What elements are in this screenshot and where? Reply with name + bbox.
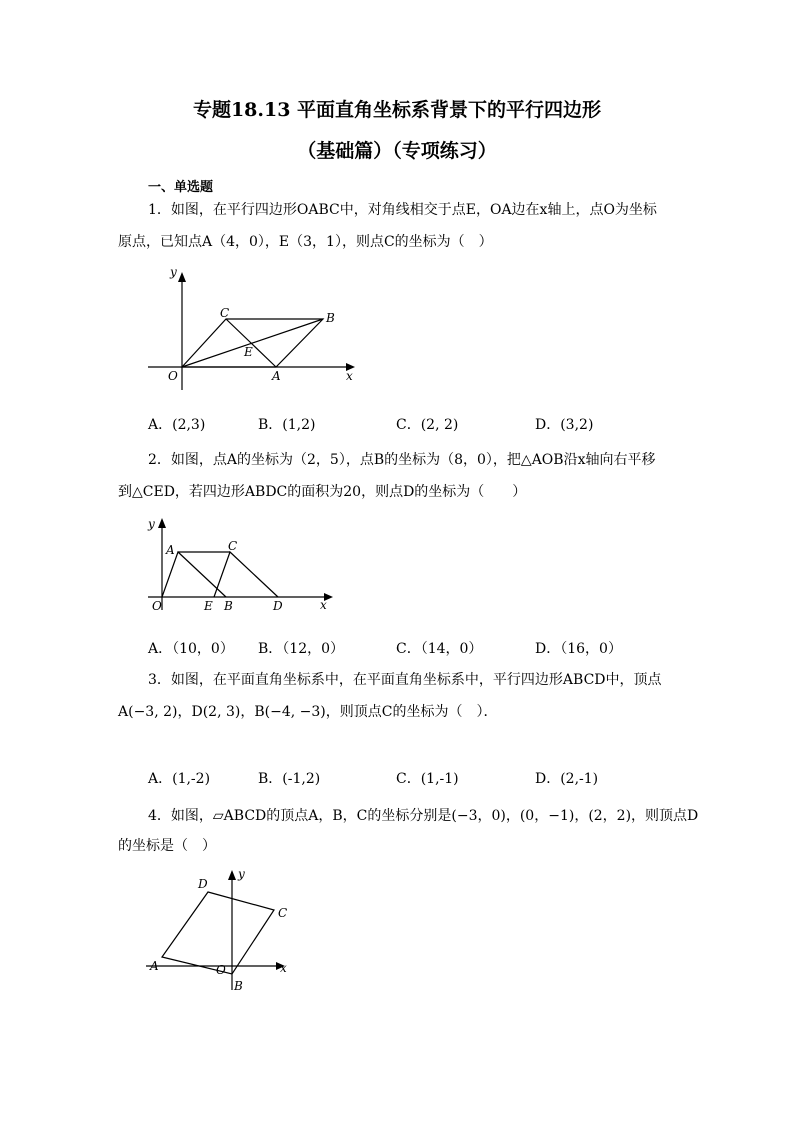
q2-label-e: E	[204, 599, 213, 613]
q2-label-o: O	[152, 599, 162, 613]
section-heading: 一、单选题	[148, 180, 214, 195]
q3-option-b[interactable]: B．(-1,2)	[258, 771, 321, 787]
q1-label-e: E	[244, 345, 253, 359]
q3-option-d[interactable]: D．(2,-1)	[535, 771, 599, 787]
q4-parallelogram	[162, 892, 274, 974]
question-3-line-1: 3．如图，在平面直角坐标系中，在平面直角坐标系中，平行四边形ABCD中，顶点	[148, 672, 662, 688]
q1-diagonal-ob	[182, 319, 323, 367]
q2-label-c: C	[228, 539, 238, 553]
q1-label-a: A	[272, 369, 281, 383]
q2-triangle-ced	[214, 552, 278, 597]
q2-label-b: B	[224, 599, 233, 613]
question-1-figure	[140, 262, 380, 392]
q2-label-d: D	[273, 599, 283, 613]
question-4-figure	[140, 862, 320, 1002]
q4-label-c: C	[278, 906, 288, 920]
q4-label-y: y	[238, 867, 245, 881]
q2-label-x: x	[320, 598, 327, 612]
question-2-line-2: 到△CED，若四边形ABDC的面积为20，则点D的坐标为（ ）	[118, 484, 527, 500]
q4-label-o: O	[216, 963, 226, 977]
question-1-line-1: 1．如图，在平行四边形OABC中，对角线相交于点E，OA边在x轴上，点O为坐标	[148, 202, 657, 218]
question-2-figure	[140, 512, 350, 612]
q1-option-c[interactable]: C．(2, 2)	[396, 417, 459, 433]
q1-label-x: x	[346, 369, 353, 383]
page-title: 专题18.13 平面直角坐标系背景下的平行四边形	[192, 99, 602, 121]
q1-option-d[interactable]: D．(3,2)	[535, 417, 594, 433]
q1-option-a[interactable]: A．(2,3)	[148, 417, 206, 433]
q4-label-x: x	[280, 961, 287, 975]
q3-option-a[interactable]: A．(1,-2)	[148, 771, 211, 787]
q1-label-c: C	[220, 306, 230, 320]
q2-option-a[interactable]: A．（10，0）	[148, 641, 234, 657]
q1-label-o: O	[168, 369, 178, 383]
question-3-line-2: A(−3, 2)，D(2, 3)，B(−4, −3)，则顶点C的坐标为（ ）．	[118, 704, 498, 720]
question-1-line-2: 原点，已知点A（4，0），E（3，1），则点C的坐标为（ ）	[118, 234, 493, 250]
q1-diagonal-ac	[226, 319, 276, 367]
q2-option-c[interactable]: C．（14，0）	[396, 641, 483, 657]
q1-label-b: B	[326, 311, 335, 325]
q2-label-a: A	[166, 543, 175, 557]
question-2-line-1: 2．如图，点A的坐标为（2，5），点B的坐标为（8，0），把△AOB沿x轴向右平移	[148, 452, 656, 468]
q4-label-b: B	[234, 979, 243, 993]
q3-option-c[interactable]: C．(1,-1)	[396, 771, 459, 787]
question-4-line-1: 4．如图，▱ABCD的顶点A，B，C的坐标分别是(−3，0)，(0，−1)，(2，2)，则顶点D	[148, 808, 699, 824]
q1-option-b[interactable]: B．(1,2)	[258, 417, 316, 433]
q4-label-a: A	[150, 959, 159, 973]
q2-option-b[interactable]: B．（12，0）	[258, 641, 345, 657]
question-4-line-2: 的坐标是（ ）	[118, 838, 216, 854]
q1-label-y: y	[170, 265, 177, 279]
page-subtitle: （基础篇）（专项练习）	[297, 140, 497, 162]
q2-option-d[interactable]: D．（16，0）	[535, 641, 622, 657]
q4-label-d: D	[198, 877, 208, 891]
q2-label-y: y	[148, 517, 155, 531]
